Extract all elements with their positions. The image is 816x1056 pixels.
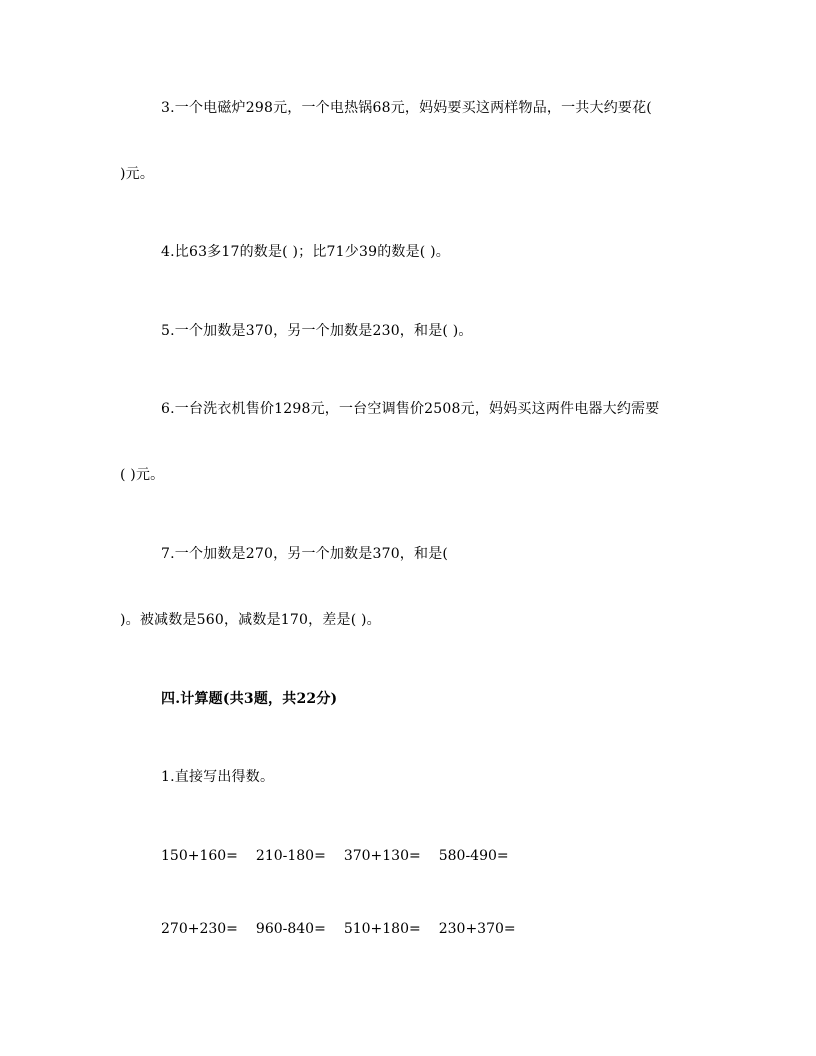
calc-item: 370+130= <box>343 848 421 864</box>
question-6-line-2: ( )元。 <box>120 467 165 483</box>
question-6-line-1: 6.一台洗衣机售价1298元，一台空调售价2508元，妈妈买这两件电器大约需要 <box>161 401 660 417</box>
calc-instruction: 1.直接写出得数。 <box>161 769 275 785</box>
calc-item: 270+230= <box>161 921 238 937</box>
calc-item: 210-180= <box>255 848 326 864</box>
question-7-line-1: 7.一个加数是270，另一个加数是370，和是( <box>161 546 449 562</box>
calc-item: 230+370= <box>438 921 516 937</box>
calc-item: 580-490= <box>438 848 509 864</box>
question-7-line-2: )。被减数是560，减数是170，差是( )。 <box>120 612 381 628</box>
calc-item: 150+160= <box>161 848 238 864</box>
calc-item: 960-840= <box>255 921 326 937</box>
calc-item: 510+180= <box>343 921 421 937</box>
section-heading: 四.计算题(共3题，共22分) <box>161 691 338 707</box>
question-4: 4.比63多17的数是( )；比71少39的数是( )。 <box>161 244 450 260</box>
question-3-line-2: )元。 <box>120 166 155 182</box>
question-3-line-1: 3.一个电磁炉298元，一个电热锅68元，妈妈要买这两样物品，一共大约要花( <box>161 100 652 116</box>
question-5: 5.一个加数是370，另一个加数是230，和是( )。 <box>161 323 473 339</box>
calc-row-2 <box>161 920 516 938</box>
calc-row-1 <box>161 847 509 865</box>
